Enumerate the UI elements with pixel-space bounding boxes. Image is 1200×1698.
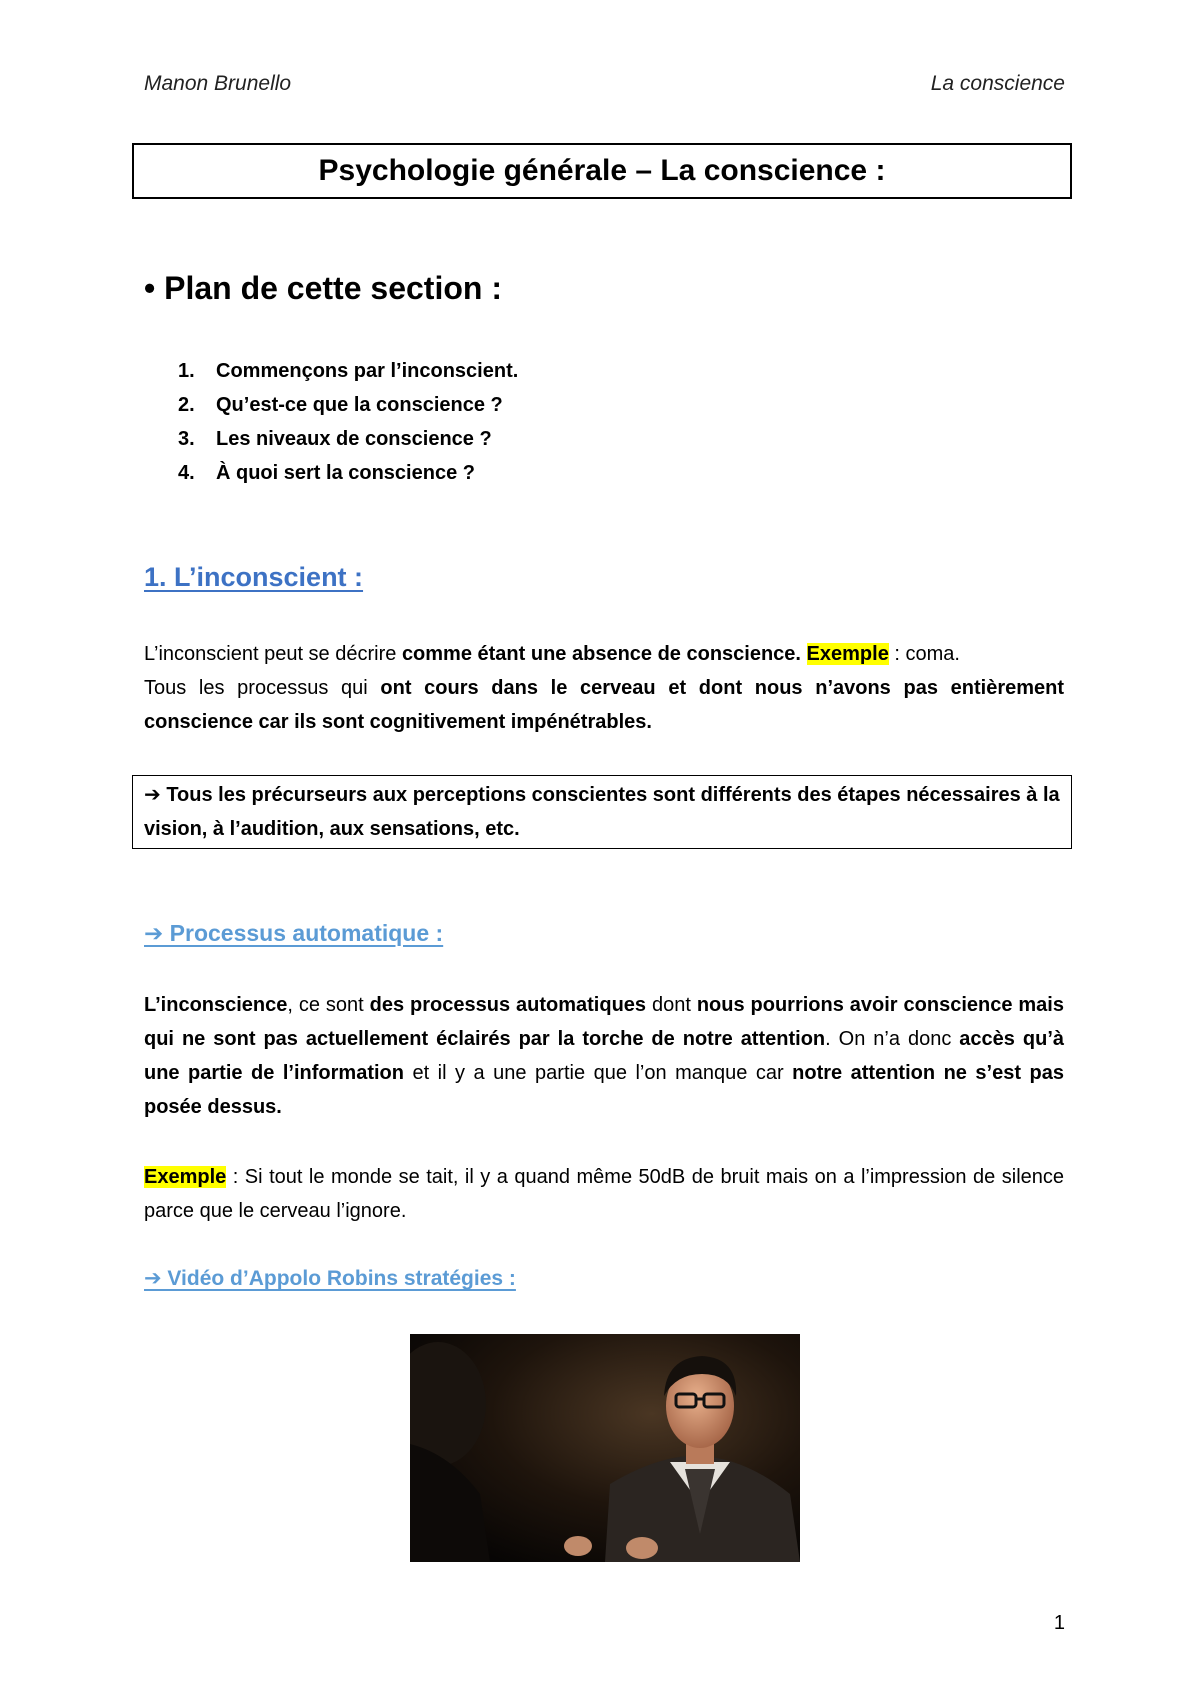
text-run: et il y a une partie que l’on manque car — [403, 1062, 793, 1084]
text-run-bold: ont cours dans le cerveau et dont nous n’avons pas entièrement conscience car ils sont cognitivement impénétrables. — [144, 677, 1065, 733]
plan-item-text: Qu’est-ce que la conscience ? — [216, 394, 503, 416]
note-box: ➔ Tous les précurseurs aux perceptions conscientes sont différents des étapes nécessaires à la vision, à l’audition, aux sensations, etc. — [132, 775, 1072, 849]
text-run-bold: comme étant une absence de conscience. — [401, 643, 801, 665]
plan-item-number: 4. — [178, 462, 195, 484]
plan-item — [178, 422, 518, 456]
paragraph-exemple-bruit — [144, 1160, 1064, 1228]
text-run: Tous les processus qui — [144, 677, 381, 699]
text-run-bold: L’inconscience — [144, 994, 288, 1016]
plan-item-number: 2. — [178, 394, 195, 416]
header-author: Manon Brunello — [144, 72, 292, 95]
text-run-bold: nous pourrions avoir conscience mais qui ne sont pas actuellement éclairés par la torche de notre attention — [144, 994, 1064, 1050]
plan-item — [178, 456, 518, 490]
header-topic: La conscience — [930, 72, 1065, 95]
text-run-bold: des processus automatiques — [369, 994, 647, 1016]
text-run — [801, 643, 807, 665]
subheading-processus-automatique: ➔ Processus automatique : — [144, 920, 444, 946]
document-title: Psychologie générale – La conscience : — [132, 143, 1072, 199]
text-run: : Si tout le monde se tait, il y a quand même 50dB de bruit mais on a l’impression de silence parce que le cerveau l’ignore. — [144, 1166, 1064, 1222]
plan-item — [178, 388, 518, 422]
video-still-image — [410, 1334, 800, 1562]
plan-item-text: Les niveaux de conscience ? — [216, 428, 492, 450]
plan-item-text: À quoi sert la conscience ? — [216, 462, 475, 484]
text-run-bold: accès qu’à une partie de l’information — [144, 1028, 1064, 1084]
page-number: 1 — [1053, 1612, 1065, 1634]
section-heading-inconscient: 1. L’inconscient : — [144, 562, 364, 592]
plan-item-number: 3. — [178, 428, 195, 450]
text-run: : coma. — [888, 643, 960, 665]
text-run-bold: notre attention ne s’est pas posée dessus. — [144, 1062, 1064, 1118]
text-run: dont — [646, 994, 697, 1016]
highlight-exemple: Exemple — [806, 643, 889, 665]
subheading-video: ➔ Vidéo d’Appolo Robins stratégies : — [144, 1267, 516, 1290]
plan-list — [178, 354, 518, 490]
plan-item-text: Commençons par l’inconscient. — [216, 360, 519, 382]
video-thumbnail[interactable] — [410, 1334, 800, 1562]
text-run: L’inconscient peut se décrire — [144, 643, 402, 665]
text-run: , ce sont — [287, 994, 370, 1016]
plan-item-number: 1. — [178, 360, 195, 382]
paragraph-processus-automatique — [144, 988, 1064, 1124]
paragraph-inconscient-definition — [144, 637, 1064, 739]
plan-item — [178, 354, 518, 388]
text-run: . On n’a donc — [825, 1028, 960, 1050]
plan-heading: • Plan de cette section : — [144, 270, 502, 306]
highlight-exemple: Exemple — [144, 1166, 227, 1188]
